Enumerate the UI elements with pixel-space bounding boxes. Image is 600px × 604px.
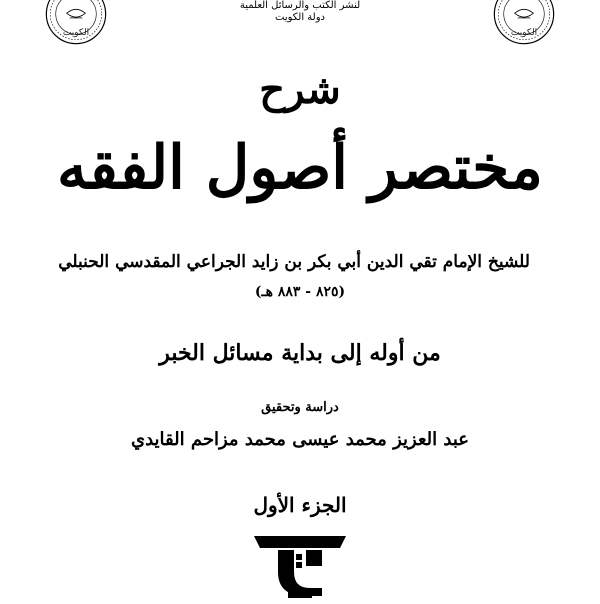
publisher-seal-right	[476, 0, 572, 46]
publisher-logo-icon	[248, 532, 352, 600]
volume-label: الجزء الأول	[253, 493, 347, 517]
publisher-country: دولة الكويت	[275, 12, 325, 23]
editor-name: عبد العزيز محمد عيسى محمد مزاحم القايدي	[130, 429, 470, 450]
author-dates: (٨٢٥ - ٨٨٣ هـ)	[254, 284, 346, 300]
seal-text: الكويت	[62, 28, 90, 38]
title-prefix: شرح	[259, 66, 341, 113]
study-label: دراسة وتحقيق	[261, 400, 339, 415]
publisher-block	[200, 0, 400, 24]
seal-text: الكويت	[510, 28, 538, 38]
publisher-seal-left	[28, 0, 124, 46]
book-scope: من أوله إلى بداية مسائل الخبر	[159, 340, 441, 366]
publisher-line: لنشر الكتب والرسائل العلمية	[239, 0, 361, 11]
publisher-seal-icon	[476, 0, 572, 46]
author-line: للشيخ الإمام تقي الدين أبي بكر بن زايد الجراعي المقدسي الحنبلي	[58, 252, 530, 272]
publisher-seal-icon	[28, 0, 124, 46]
book-title: مختصر أصول الفقه	[57, 133, 543, 203]
